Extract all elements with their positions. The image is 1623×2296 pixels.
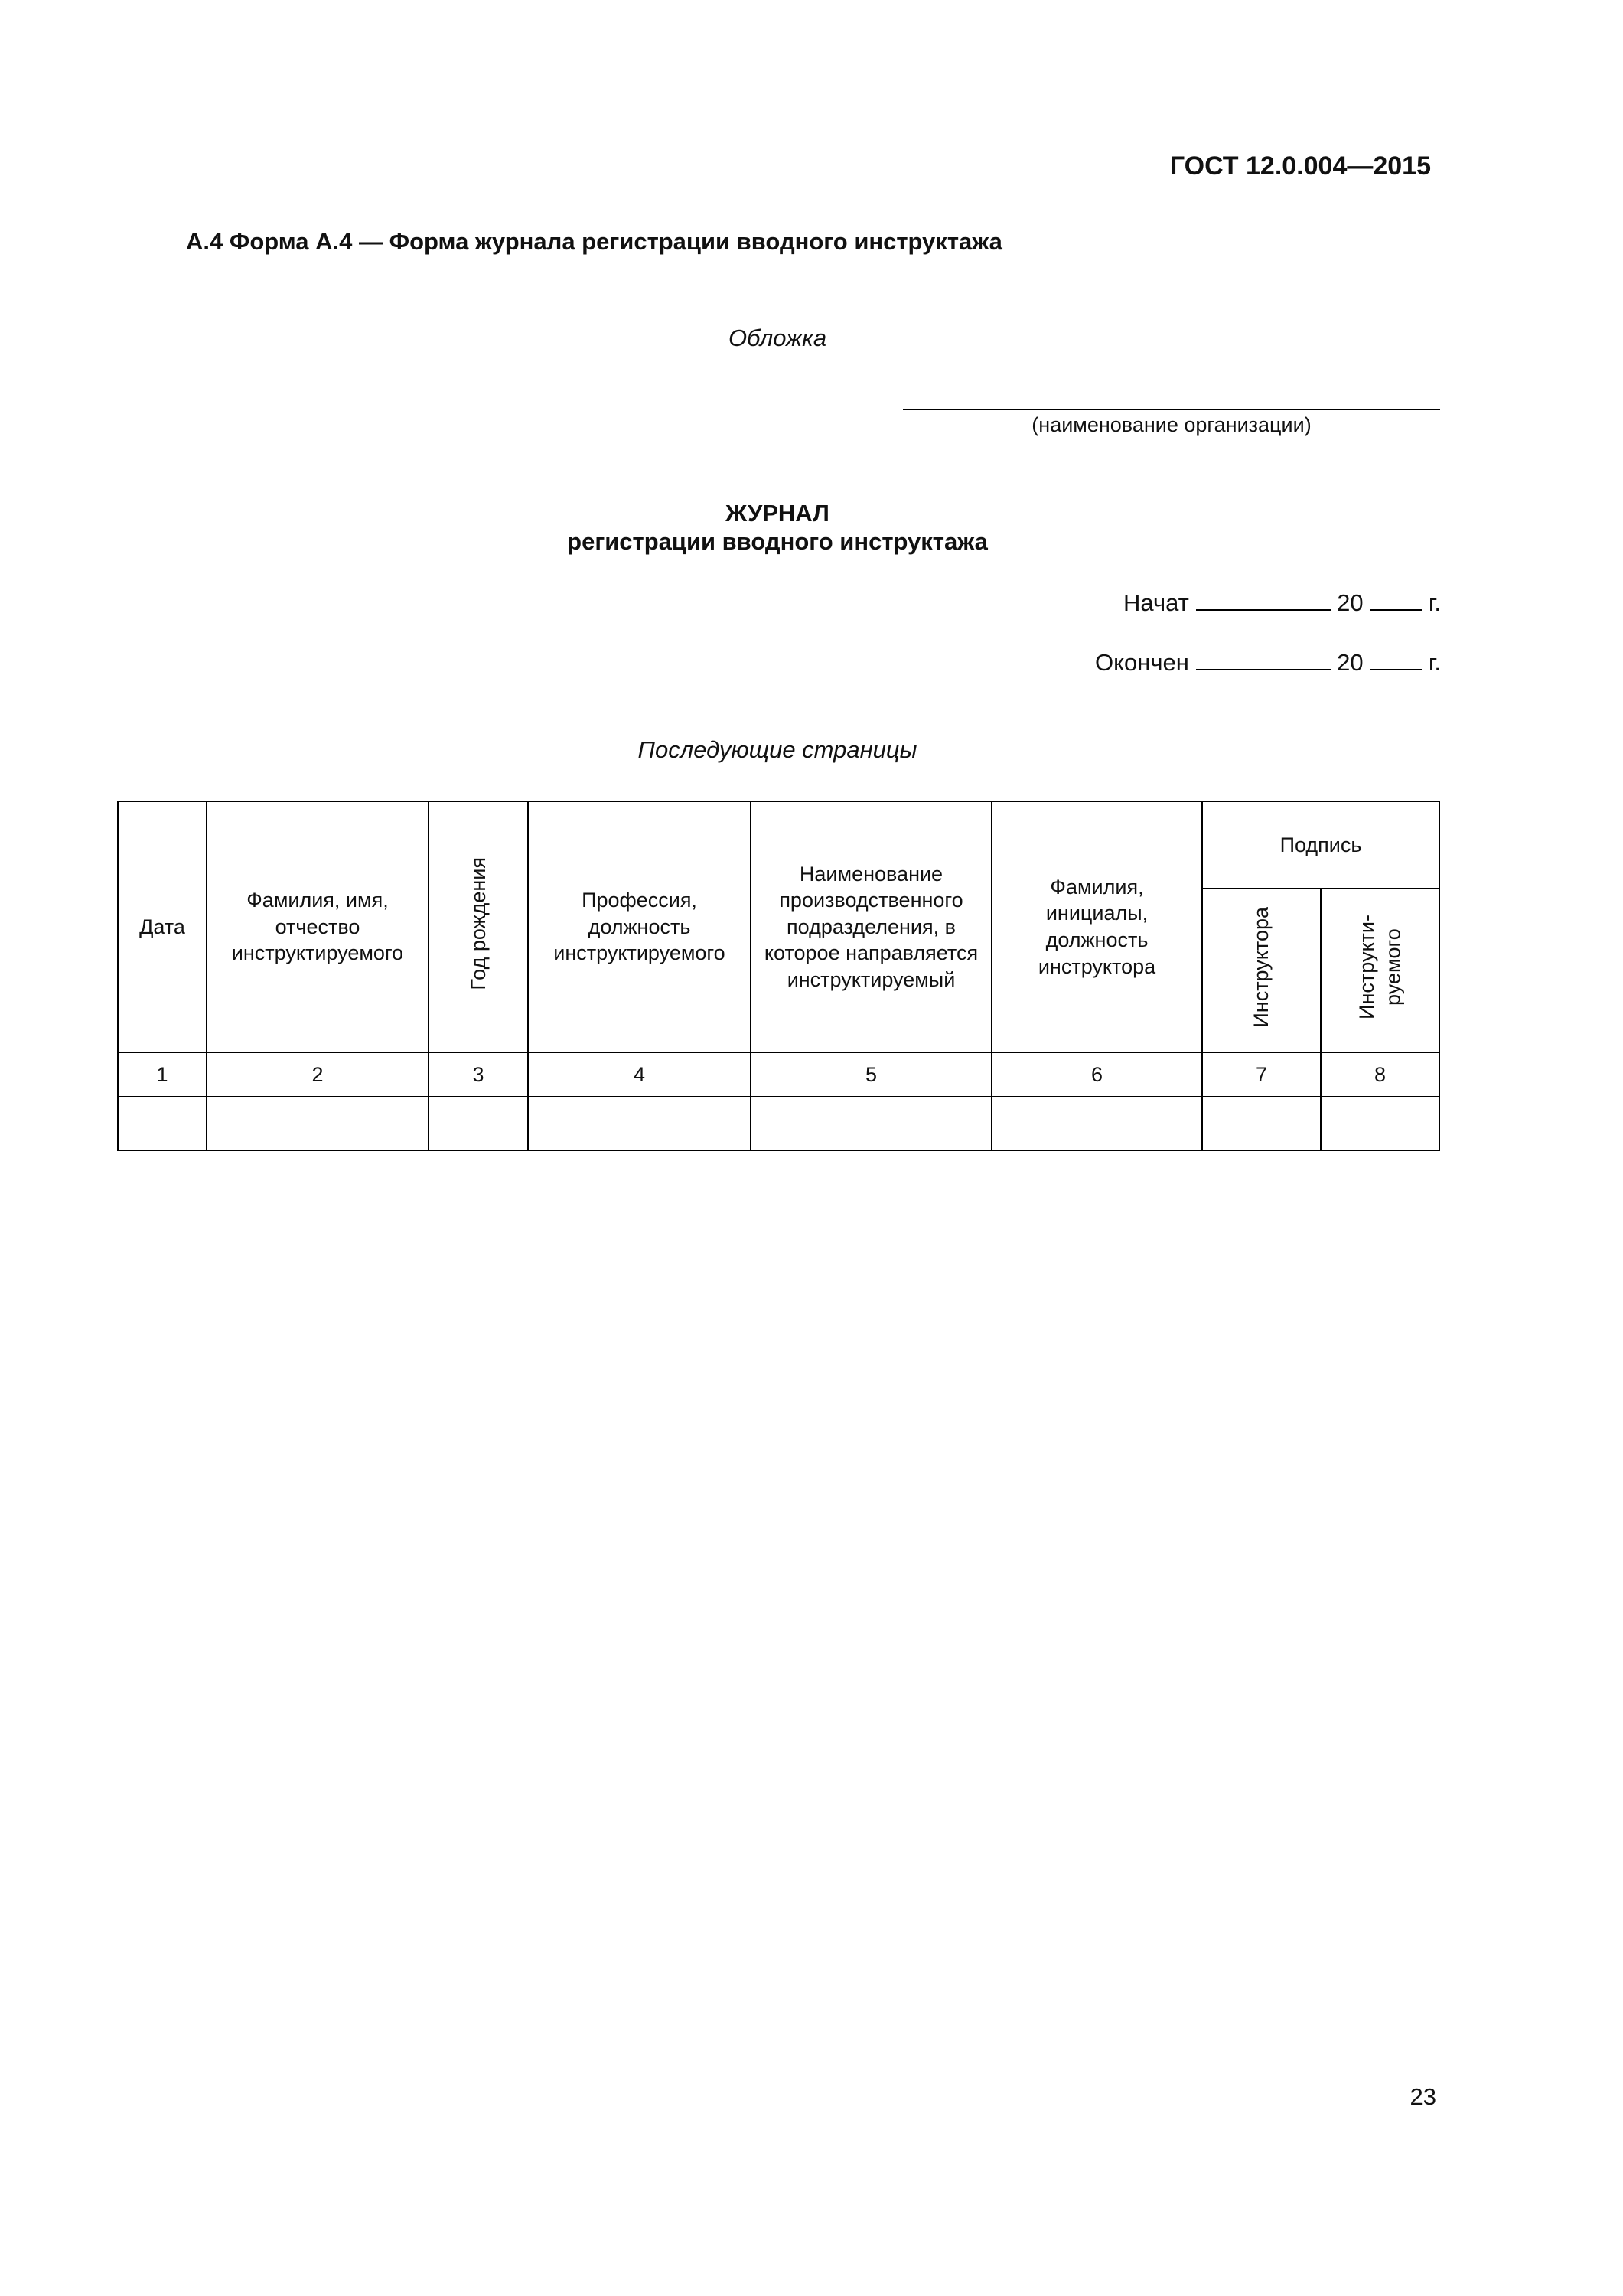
column-number: 7	[1202, 1052, 1321, 1097]
started-year-prefix: 20	[1337, 589, 1364, 616]
empty-cell	[751, 1097, 992, 1150]
page-number: 23	[1410, 2083, 1436, 2110]
organization-name-line	[903, 409, 1440, 410]
column-number: 1	[118, 1052, 207, 1097]
started-date-line	[1123, 589, 1441, 617]
ended-year-suffix: г.	[1428, 649, 1441, 676]
header-department: Наименование производственного подразделения, в которое направляется инструктируемый	[751, 801, 992, 1052]
header-sig-instructor: Инструктора	[1250, 906, 1273, 1028]
column-number: 8	[1321, 1052, 1439, 1097]
started-label: Начат	[1123, 589, 1189, 616]
standard-code: ГОСТ 12.0.004—2015	[1169, 152, 1431, 181]
column-number: 4	[528, 1052, 751, 1097]
header-sig-trainee-line1: Инструкти-	[1354, 915, 1378, 1020]
organization-caption: (наименование организации)	[1031, 413, 1312, 436]
column-number: 3	[429, 1052, 528, 1097]
empty-cell	[1202, 1097, 1321, 1150]
header-signature: Подпись	[1202, 801, 1439, 889]
ended-date-line	[1095, 649, 1441, 677]
journal-subtitle: регистрации вводного инструктажа	[567, 528, 988, 556]
empty-cell	[992, 1097, 1202, 1150]
ended-year-blank	[1370, 649, 1422, 670]
column-numbers-row	[118, 1052, 1439, 1097]
next-pages-label: Последующие страницы	[637, 736, 917, 763]
column-number: 5	[751, 1052, 992, 1097]
column-number: 6	[992, 1052, 1202, 1097]
header-sig-trainee-cell	[1321, 889, 1439, 1052]
header-sig-instructor-cell	[1202, 889, 1321, 1052]
cover-label: Обложка	[728, 325, 827, 351]
started-year-suffix: г.	[1428, 589, 1441, 616]
section-title: А.4 Форма А.4 — Форма журнала регистрации вводного инструктажа	[186, 228, 1002, 255]
header-name: Фамилия, имя, отчество инструктируемого	[207, 801, 429, 1052]
empty-cell	[1321, 1097, 1439, 1150]
header-row-1	[118, 801, 1439, 889]
journal-title: ЖУРНАЛ	[725, 500, 829, 527]
header-sig-trainee-line2: руемого	[1381, 928, 1405, 1006]
header-instructor: Фамилия, инициалы, должность инструктора	[992, 801, 1202, 1052]
journal-title-block	[0, 499, 1555, 556]
empty-cell	[118, 1097, 207, 1150]
empty-cell	[528, 1097, 751, 1150]
header-birth-year-cell	[429, 801, 528, 1052]
header-date: Дата	[118, 801, 207, 1052]
ended-year-prefix: 20	[1337, 649, 1364, 676]
ended-date-blank	[1196, 649, 1331, 670]
empty-cell	[207, 1097, 429, 1150]
journal-table	[117, 801, 1440, 1151]
empty-cell	[429, 1097, 528, 1150]
empty-entry-row	[118, 1097, 1439, 1150]
header-profession: Профессия, должность инструктируемого	[528, 801, 751, 1052]
ended-label: Окончен	[1094, 649, 1189, 676]
started-year-blank	[1370, 589, 1422, 611]
column-number: 2	[207, 1052, 429, 1097]
started-date-blank	[1196, 589, 1331, 611]
header-birth-year: Год рождения	[466, 856, 490, 990]
header-sig-trainee	[1354, 915, 1406, 1019]
